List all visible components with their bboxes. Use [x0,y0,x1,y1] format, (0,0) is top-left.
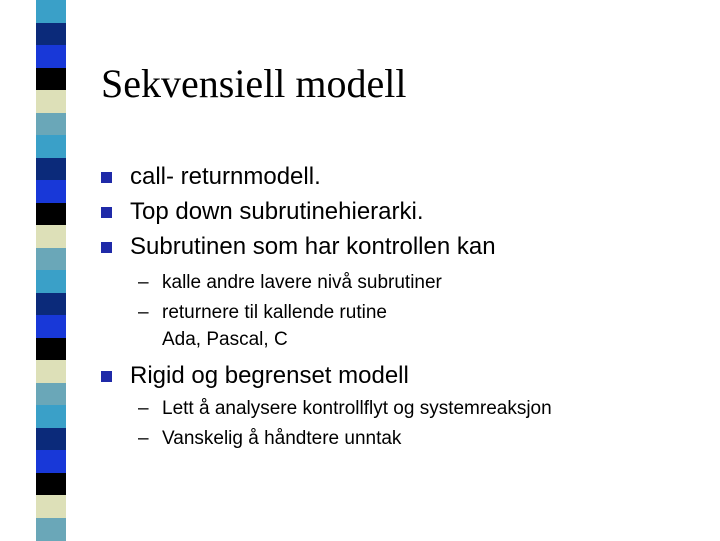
stripe-block [36,0,66,23]
stripe-block [36,293,66,316]
stripe-block [36,45,66,68]
sub-bullet-text: returnere til kallende rutine [162,302,387,323]
stripe-block [36,360,66,383]
stripe-block [36,113,66,136]
sub-bullet-continuation: Ada, Pascal, C [162,329,288,350]
stripe-block [36,428,66,451]
bullet-text: Subrutinen som har kontrollen kan [130,233,496,260]
stripe-block [36,315,66,338]
stripe-block [36,383,66,406]
stripe-block [36,495,66,518]
stripe-block [36,158,66,181]
bullet-text: Rigid og begrenset modell [130,362,409,389]
sub-bullet-text: Lett å analysere kontrollflyt og systemreaksjon [162,398,552,419]
stripe-block [36,270,66,293]
stripe-block [36,68,66,91]
decorative-side-stripe [12,0,66,540]
stripe-block [36,450,66,473]
bullet-square-icon [101,172,112,183]
stripe-block [36,90,66,113]
stripe-block [36,135,66,158]
stripe-block [36,473,66,496]
dash-marker: – [138,428,149,449]
stripe-block [36,405,66,428]
stripe-block [36,203,66,226]
dash-marker: – [138,272,149,293]
dash-marker: – [138,302,149,323]
bullet-text: Top down subrutinehierarki. [130,198,424,225]
bullet-square-icon [101,207,112,218]
bullet-square-icon [101,371,112,382]
bullet-text: call- returnmodell. [130,163,321,190]
sub-bullet-text: Vanskelig å håndtere unntak [162,428,402,449]
stripe-block [36,518,66,541]
stripe-block [36,225,66,248]
stripe-block [36,23,66,46]
stripe-block [36,338,66,361]
stripe-block [36,180,66,203]
sub-bullet-text: kalle andre lavere nivå subrutiner [162,272,442,293]
stripe-block [36,248,66,271]
bullet-square-icon [101,242,112,253]
slide-title: Sekvensiell modell [101,61,407,106]
dash-marker: – [138,398,149,419]
